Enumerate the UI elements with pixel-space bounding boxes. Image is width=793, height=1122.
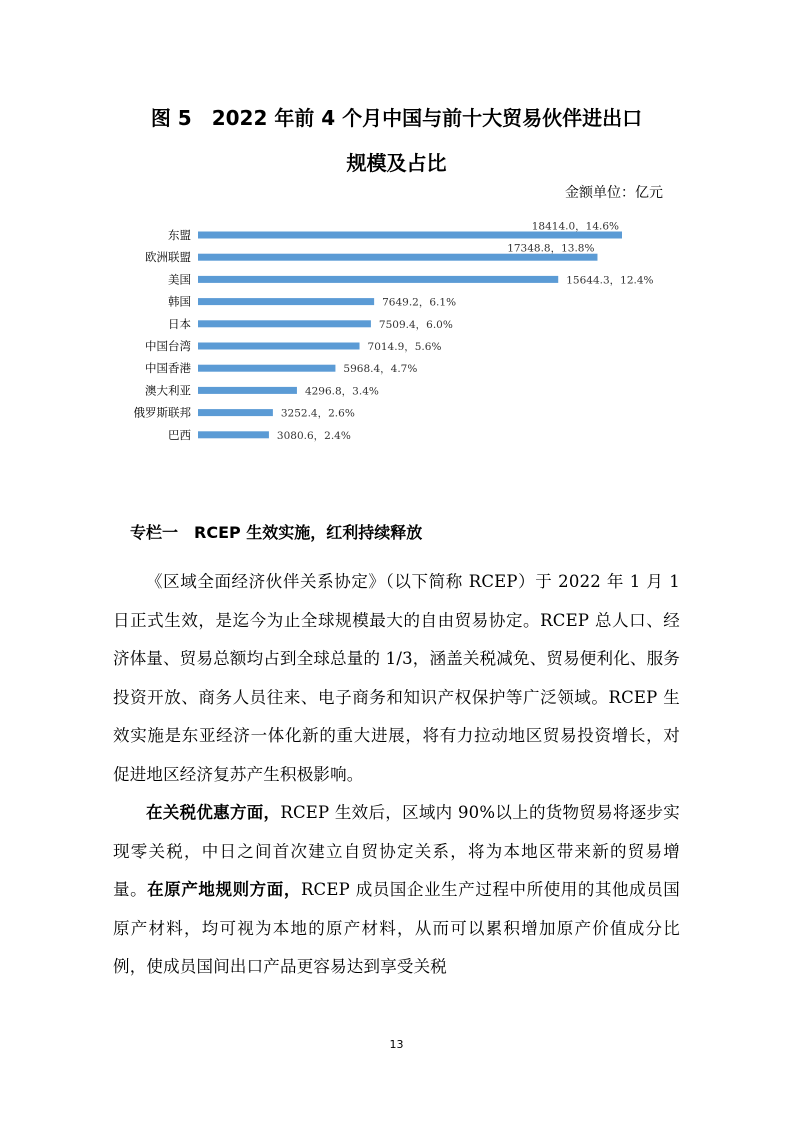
bar bbox=[198, 431, 269, 438]
category-label: 欧洲联盟 bbox=[145, 250, 191, 265]
unit-label: 金额单位：亿元 bbox=[565, 185, 663, 201]
data-label: 4296.8，3.4% bbox=[304, 385, 379, 398]
paragraph-2-text-1: RCEP 生效后，区域内 90%以上的货物贸易将逐步实现零关税，中日之间首次建立自贸协定关系，将为本地区带来新的贸易增量。 bbox=[113, 803, 680, 899]
category-label: 巴西 bbox=[168, 427, 191, 442]
section-heading: 专栏一 RCEP 生效实施，红利持续释放 bbox=[130, 523, 423, 542]
page-number: 13 bbox=[389, 1038, 404, 1051]
bar bbox=[198, 409, 273, 416]
bar bbox=[198, 276, 558, 283]
bar bbox=[198, 365, 335, 372]
paragraph-2-text-2: RCEP 成员国企业生产过程中所使用的其他成员国原产材料，均可视为本地的原产材料，从而可以累积增加原产价值成分比例，使成员国间出口产品更容易达到享受关税 bbox=[113, 880, 680, 976]
category-label: 中国香港 bbox=[145, 361, 191, 376]
body-text bbox=[113, 563, 680, 987]
category-label: 澳大利亚 bbox=[145, 383, 191, 398]
figure-title-line2: 规模及占比 bbox=[346, 151, 447, 175]
bar bbox=[198, 387, 297, 394]
data-label: 7649.2，6.1% bbox=[382, 296, 457, 309]
data-label: 3080.6，2.4% bbox=[276, 429, 351, 442]
bar-chart bbox=[0, 210, 793, 450]
bar bbox=[198, 320, 371, 327]
category-label: 日本 bbox=[168, 316, 191, 331]
paragraph-2 bbox=[113, 794, 680, 987]
data-label: 5968.4，4.7% bbox=[343, 363, 418, 376]
figure-title-line1: 图 5 2022 年前 4 个月中国与前十大贸易伙伴进出口 bbox=[150, 106, 643, 130]
data-label: 3252.4，2.6% bbox=[280, 407, 355, 420]
data-label: 18414.0，14.6% bbox=[531, 220, 619, 233]
paragraph-2-bold-2: 在原产地规则方面， bbox=[147, 880, 301, 899]
data-label: 7509.4，6.0% bbox=[378, 318, 453, 331]
paragraph-1: 《区域全面经济伙伴关系协定》（以下简称 RCEP）于 2022 年 1 月 1 日正式生效，是迄今为止全球规模最大的自由贸易协定。RCEP 总人口、经济体量、贸易总额均占到全球总量的 1/3，涵盖关税减免、贸易便利化、服务投资开放、商务人员往来、电子商务和知识产权保护等广泛领域。RCEP 生效实施是东亚经济一体化新的重大进展，将有力拉动地区贸易投资增长，对促进地区经济复苏产生积极影响。 bbox=[113, 572, 680, 784]
data-label: 17348.8，13.8% bbox=[507, 242, 595, 255]
category-label: 韩国 bbox=[168, 294, 191, 309]
category-label: 美国 bbox=[168, 272, 191, 287]
bar bbox=[198, 254, 597, 261]
category-label: 东盟 bbox=[168, 228, 191, 242]
data-label: 15644.3，12.4% bbox=[566, 274, 654, 287]
category-label: 中国台湾 bbox=[145, 339, 191, 353]
bar bbox=[198, 232, 622, 239]
bar bbox=[198, 298, 374, 305]
category-label: 俄罗斯联邦 bbox=[133, 405, 191, 420]
paragraph-2-bold-1: 在关税优惠方面， bbox=[146, 803, 281, 822]
data-label: 7014.9，5.6% bbox=[367, 341, 442, 353]
bar bbox=[198, 343, 360, 350]
